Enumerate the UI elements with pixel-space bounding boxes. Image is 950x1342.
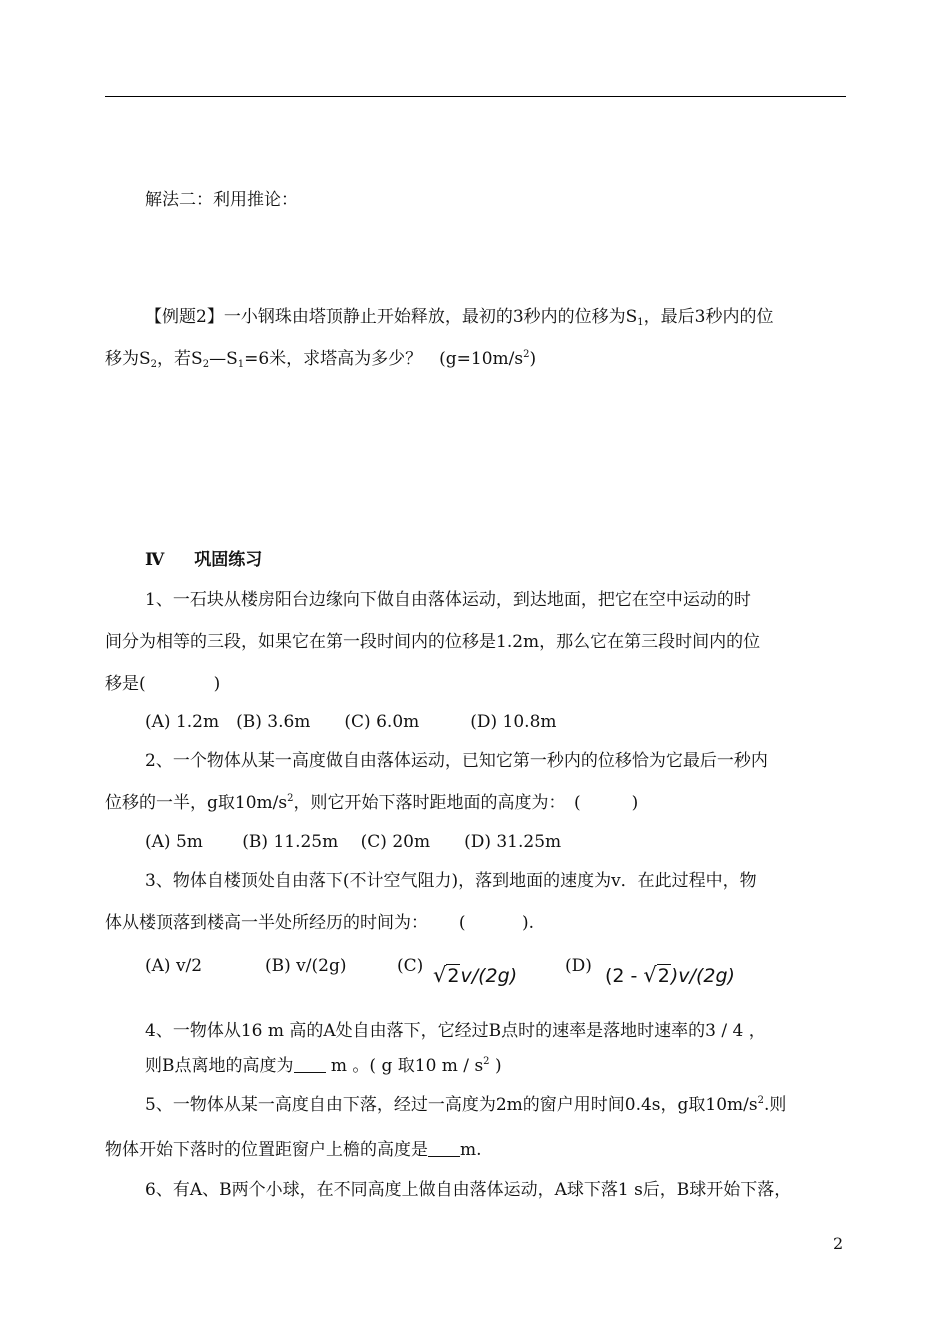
q1-options: (A) 1.2m (B) 3.6m (C) 6.0m (D) 10.8m xyxy=(145,712,557,732)
q1-line2: 间分为相等的三段，如果它在第一段时间内的位移是1.2m，那么它在第三段时间内的位 xyxy=(105,632,761,652)
text-run: 【例题2】一小钢珠由塔顶静止开始释放，最初的3秒内的位移为S xyxy=(145,307,638,327)
solution-method-two: 解法二：利用推论： xyxy=(145,190,298,210)
text-run: =6米，求塔高为多少？ (g=10m/s xyxy=(244,349,524,369)
q3-option-a: (A) v/2 xyxy=(145,956,203,976)
section-heading xyxy=(145,548,262,572)
subscript: 1 xyxy=(637,317,644,328)
text-run: m 。( g 取10 m / s xyxy=(330,1056,484,1076)
q4-line2 xyxy=(145,1054,502,1078)
q1-line3: 移是( ) xyxy=(105,674,221,694)
text-run: ) xyxy=(529,349,537,369)
example2-line2 xyxy=(105,347,536,371)
superscript: 2 xyxy=(483,1056,490,1067)
text-run: ，最后3秒内的位 xyxy=(643,307,774,327)
formula-text: v/(2g) xyxy=(460,965,518,987)
q5-line2 xyxy=(105,1138,482,1162)
q2-line2 xyxy=(105,791,638,815)
q2-line1: 2、一个物体从某一高度做自由落体运动，已知它第一秒内的位移恰为它最后一秒内 xyxy=(145,751,768,771)
formula-text: )v/(2g) xyxy=(670,965,735,987)
subscript: 2 xyxy=(202,359,210,370)
q3-line1: 3、物体自楼顶处自由落下(不计空气阻力)，落到地面的速度为v．在此过程中，物 xyxy=(145,871,757,891)
text-run: 位移的一半，g取10m/s xyxy=(105,793,288,813)
q5-line1 xyxy=(145,1093,786,1117)
sqrt-symbol: √ xyxy=(643,963,657,987)
subscript: 1 xyxy=(237,359,245,370)
superscript: 2 xyxy=(287,793,294,804)
answer-blank xyxy=(428,1140,460,1157)
radicand: 2 xyxy=(447,965,460,987)
subscript: 2 xyxy=(150,359,158,370)
q1-line1: 1、一石块从楼房阳台边缘向下做自由落体运动，到达地面，把它在空中运动的时 xyxy=(145,590,751,610)
q3-option-b: (B) v/(2g) xyxy=(265,956,347,976)
superscript: 2 xyxy=(757,1095,764,1106)
text-run: .则 xyxy=(763,1095,787,1115)
header-rule xyxy=(105,96,846,97)
text-run: m. xyxy=(460,1140,482,1160)
text-run: 移为S xyxy=(105,349,151,369)
answer-blank xyxy=(294,1056,326,1073)
q4-line1: 4、一物体从16 m 高的A处自由落下，它经过B点时的速率是落地时速率的3 / 4 ， xyxy=(145,1021,766,1041)
text-run: —S xyxy=(209,349,238,369)
text-run: 物体开始下落时的位置距窗户上檐的高度是 xyxy=(105,1140,428,1160)
text-run: ，若S xyxy=(157,349,203,369)
section-numeral: Ⅳ xyxy=(145,550,165,570)
text-run: ，则它开始下落时距地面的高度为： ( ) xyxy=(293,793,639,813)
q3-option-d-label: (D) xyxy=(565,956,592,976)
q2-options: (A) 5m (B) 11.25m (C) 20m (D) 31.25m xyxy=(145,832,562,852)
q3-option-d-formula xyxy=(605,962,735,989)
q3-line2: 体从楼顶落到楼高一半处所经历的时间为： ( ). xyxy=(105,913,534,933)
page-number: 2 xyxy=(833,1234,844,1253)
sqrt-symbol: √ xyxy=(433,963,447,987)
superscript: 2 xyxy=(523,349,530,360)
text-run: ) xyxy=(489,1056,502,1076)
example2-line1 xyxy=(145,305,773,329)
section-title: 巩固练习 xyxy=(194,550,263,570)
q3-option-c-label: (C) xyxy=(397,956,424,976)
radicand: 2 xyxy=(657,965,670,987)
text-run: 则B点离地的高度为 xyxy=(145,1056,294,1076)
q6-line1: 6、有A、B两个小球，在不同高度上做自由落体运动，A球下落1 s后，B球开始下落， xyxy=(145,1180,792,1200)
text-run: 5、一物体从某一高度自由下落，经过一高度为2m的窗户用时间0.4s，g取10m/s xyxy=(145,1095,758,1115)
q3-option-c-formula xyxy=(433,962,517,989)
formula-text: (2 - xyxy=(605,965,638,987)
